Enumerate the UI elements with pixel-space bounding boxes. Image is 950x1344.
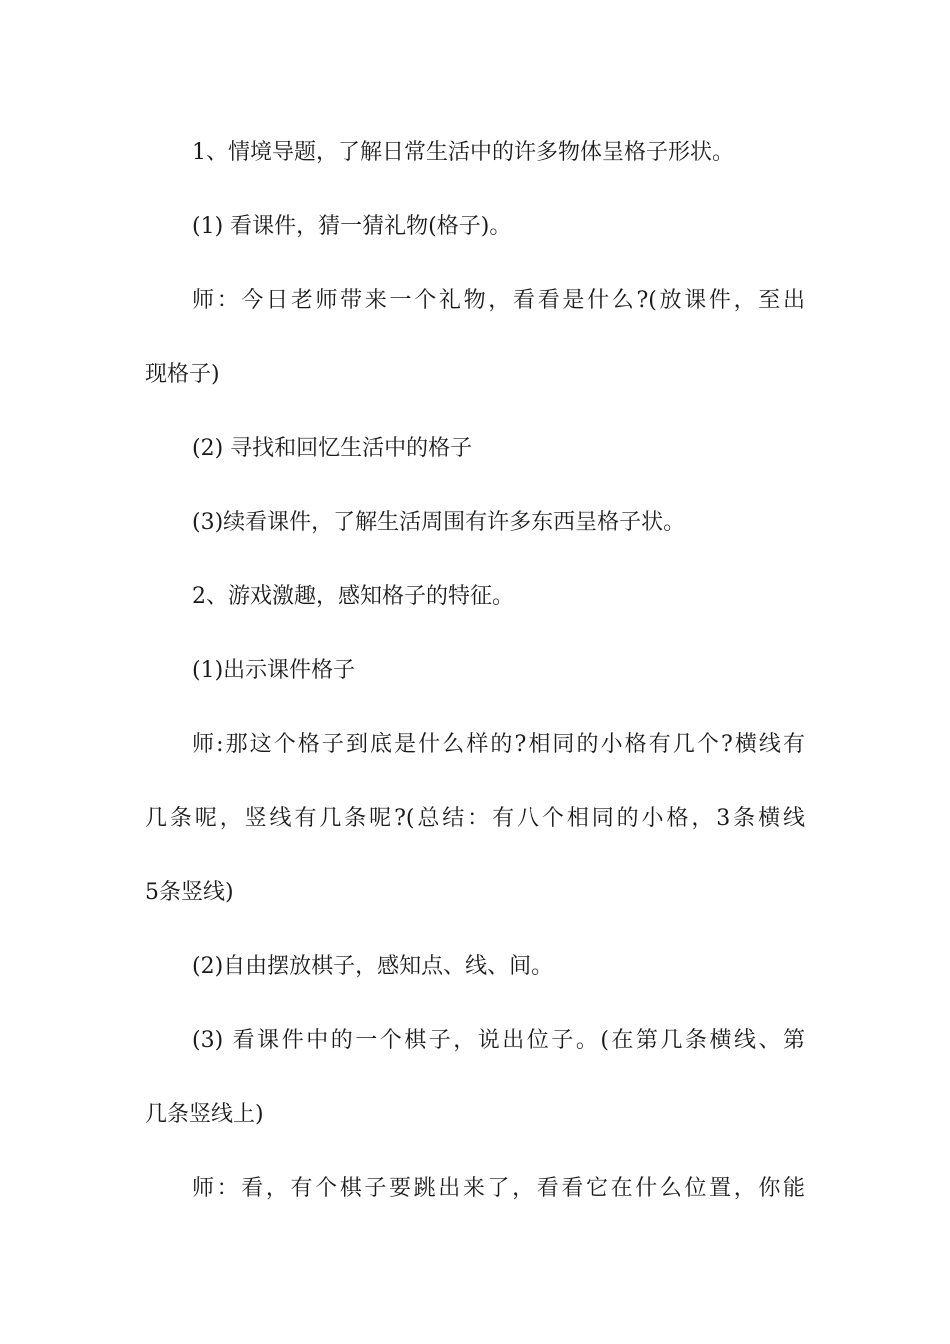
document-body — [145, 134, 805, 1244]
paragraph-line: 师:那这个格子到底是什么样的?相同的小格有几个?横线有 — [192, 732, 805, 757]
paragraph-line: 几条呢，竖线有几条呢?(总结：有八个相同的小格，3条横线 — [145, 806, 805, 831]
paragraph-line: (3) 看课件中的一个棋子，说出位子。(在第几条横线、第 — [192, 1028, 805, 1053]
paragraph-line: (3)续看课件，了解生活周围有许多东西呈格子状。 — [192, 510, 686, 535]
paragraph-line: 5条竖线) — [145, 880, 234, 905]
paragraph-line: (1)出示课件格子 — [192, 658, 356, 683]
paragraph-line: 2、游戏激趣，感知格子的特征。 — [192, 584, 514, 609]
paragraph-line: (1) 看课件，猜一猜礼物(格子)。 — [192, 214, 512, 239]
paragraph-line: 师：今日老师带来一个礼物，看看是什么?(放课件，至出 — [192, 288, 805, 313]
paragraph-line: 几条竖线上) — [145, 1102, 264, 1127]
paragraph-line: 1、情境导题，了解日常生活中的许多物体呈格子形状。 — [192, 140, 734, 165]
paragraph-line: (2) 寻找和回忆生活中的格子 — [192, 436, 473, 461]
paragraph-line: (2)自由摆放棋子，感知点、线、间。 — [192, 954, 554, 979]
paragraph-line: 现格子) — [145, 362, 220, 387]
paragraph-line: 师：看，有个棋子要跳出来了，看看它在什么位置，你能 — [192, 1176, 805, 1201]
